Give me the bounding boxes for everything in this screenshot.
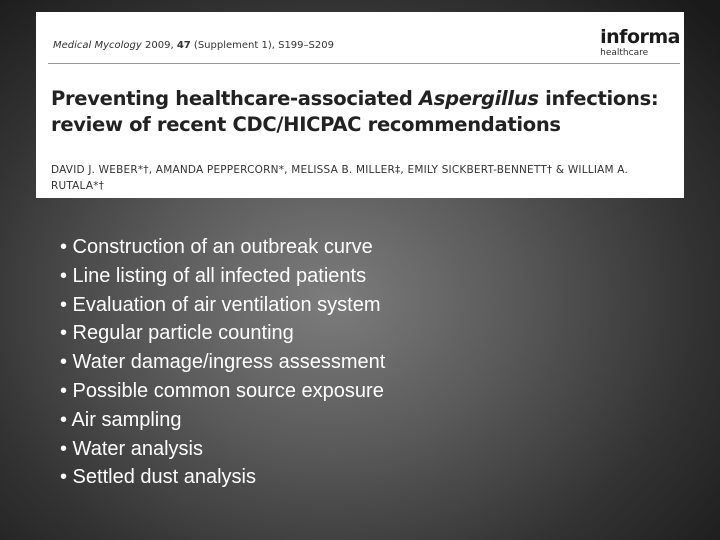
article-title (51, 86, 681, 138)
list-item: • Regular particle counting (60, 322, 294, 345)
article-title-part2: infections: review of recent CDC/HICPAC recommendations (51, 87, 659, 136)
list-item: • Water damage/ingress assessment (60, 351, 386, 374)
list-item: • Line listing of all infected patients (60, 264, 367, 287)
citation-journal: Medical Mycology (53, 40, 142, 51)
bullet-list (60, 233, 385, 492)
article-authors: DAVID J. WEBER*†, AMANDA PEPPERCORN*, MELISSA B. MILLER‡, EMILY SICKBERT-BENNETT† & WILLIAM A. RUTALA*† (51, 164, 629, 192)
citation-year: 2009, (141, 40, 177, 51)
list-item: • Settled dust analysis (60, 466, 256, 489)
list-item: • Construction of an outbreak curve (60, 236, 373, 258)
header-divider (48, 63, 680, 64)
list-item: • Air sampling (60, 408, 182, 431)
citation-line (53, 40, 334, 51)
article-header-image (36, 12, 684, 198)
list-item: • Water analysis (60, 437, 203, 460)
publisher-subtitle: healthcare (600, 48, 649, 58)
article-title-italic: Aspergillus (418, 87, 539, 110)
article-title-part1: Preventing healthcare-associated (51, 87, 419, 110)
publisher-logo (600, 28, 680, 58)
citation-volume: 47 (176, 40, 191, 51)
citation-pages: (Supplement 1), S199–S209 (190, 40, 334, 51)
list-item: • Possible common source exposure (60, 379, 384, 402)
list-item: • Evaluation of air ventilation system (60, 293, 381, 316)
publisher-name: informa (600, 26, 680, 48)
